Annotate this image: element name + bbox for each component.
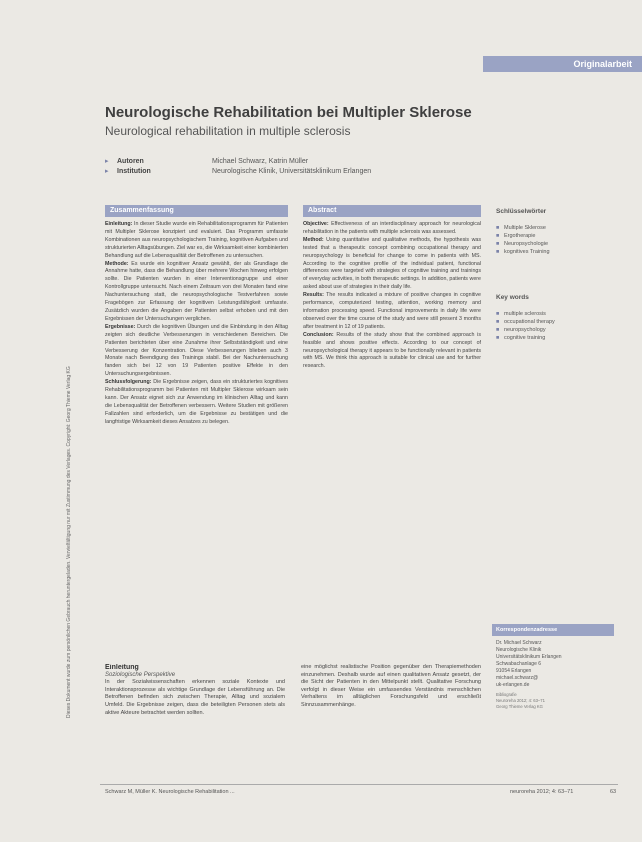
ab-label: Objective: [303,221,329,227]
article-subtitle: Neurological rehabilitation in multiple sclerosis [105,124,351,138]
bullet-icon: ■ [496,249,500,255]
article-meta [105,156,475,176]
zf-label: Methode: [105,260,129,267]
bullet-icon: ■ [496,241,500,247]
keyword-item [496,318,555,326]
intro-text: eine möglichst realistische Position gegenüber den Therapiemethoden einzunehmen. Deshalb wurde auf einen qualitativen Ansatz gesetzt, der die Sicht der Patienten in den Mittelpunkt stellt. Qualitative Forschung verfolgt in dieser Weise ein umfassendes Verständnis menschlichen Verhaltens im alltäglichen Forschungsfeld und erschließt Sinnzusammenhänge. [301,664,481,708]
bibliography [496,692,614,710]
institution-value: Neurologische Klinik, Universitätsklinikum Erlangen [212,167,372,175]
keyword-item [496,240,550,248]
institution-row [105,166,475,176]
keyword-text: Neuropsychologie [504,241,549,247]
keyword-text: Ergotherapie [504,233,536,239]
keyword-item [496,310,555,318]
keywords-en-list [496,310,555,342]
section-tag: Originalarbeit [483,56,642,72]
keyword-text: cognitive training [504,335,546,341]
zf-label: Einleitung: [105,221,133,227]
authors-value: Michael Schwarz, Katrin Müller [212,157,309,165]
address-line: Schwabachanlage 6 [496,661,542,667]
ab-text: Results of the study show that the combined approach is feasible and shows positive effects. According to our concept of neuropsychological therapy it appears to be functionally relevant in patients with MS. We think this approach is suitable for clinical use and for further research. [303,331,481,370]
bullet-icon: ■ [496,233,500,239]
page-number: 63 [610,789,617,795]
email-link[interactable]: uk-erlangen.de [496,682,530,688]
keyword-item [496,326,555,334]
ab-paragraph [303,332,481,372]
institution-label: Institution [117,167,151,175]
correspondence-address [496,640,614,710]
keyword-text: multiple sclerosis [504,311,546,317]
intro-column-1 [105,664,285,782]
ab-label: Method: [303,236,324,243]
bibliography-line: Georg Thieme Verlag KG [496,704,543,709]
intro-subheading: Soziologische Perspektive [105,671,176,678]
zf-paragraph [105,221,288,261]
ab-text: Using quantitative and qualitative methods, the hypothesis was tested that a therapeutic concept combining occupational therapy and neuropsychology is beneficial for change to come in patients with MS. According to the cognitive profile of the individual patient, functional differences were targeted with strategies of cognitive training and trainings of everyday activities, in both therapeutic settings. In addition, patients were asked about use of strategies in their daily life. [303,236,481,291]
bullet-icon: ■ [496,319,500,325]
authors-row [105,156,475,166]
footer-divider [100,784,618,785]
ab-text: The results indicated a mixture of positive changes in cognitive performance, computerized testing, attention, working memory and information processing speed. Functional improvements in daily life were observed over the time course of the study and were still present 3 months after treatment in 12 of 19 patients. [303,292,481,330]
ab-text: Effectiveness of an interdisciplinary approach for neurological rehabilitation in the patients with multiple sclerosis was assessed. [303,221,481,235]
bullet-icon: ■ [496,225,500,231]
zf-paragraph [105,324,288,379]
footer-citation: Schwarz M, Müller K. Neurologische Rehabilitation ... [105,789,235,795]
ab-label: Results: [303,292,324,299]
zf-label: Ergebnisse: [105,323,136,330]
keyword-item [496,224,550,232]
zf-text: Die Ergebnisse zeigen, dass ein strukturiertes kognitives Rehabilitationsprogramm bei Patienten mit Multipler Sklerose wirksam sein kann. Der Ansatz eignet sich zur Anwendung im klinischen Alltag und kann die Lebensqualität der Betroffenen verbessern. Weitere Studien mit größeren Fallzahlen sind erforderlich, um die Ergebnisse zu bestätigen und die langfristige Wirksamkeit dieses Ansatzes zu belegen. [105,379,288,425]
bibliography-line: Bibliografie [496,692,517,697]
footer-journal: neuroreha 2012; 4: 63–71 [510,789,574,795]
address-line: Neurologische Klinik [496,647,542,653]
ab-label: Conclusion: [303,331,334,338]
address-line: Universitätsklinikum Erlangen [496,654,562,660]
address-line: Dr. Michael Schwarz [496,640,542,646]
intro-heading: Einleitung [105,664,139,671]
keywords-en-heading: Key words [496,294,529,301]
zusammenfassung-text [105,221,288,646]
bullet-icon: ■ [496,335,500,341]
zf-text: Durch die kognitiven Übungen und die Einbindung in den Alltag zeigten sich deutliche Verbesserungen in verschiedenen Bereichen. Die Patienten berichteten über eine Zunahme ihrer Selbstständigkeit und eine Verbesserung der Konzentration. Diese Verbesserungen blieben auch 3 Monate nach Beendigung des Trainings stabil. Bei der Nachuntersuchung fanden sich bei 12 von 19 Patienten positive Effekte in den Untersuchungsergebnissen. [105,323,288,378]
keyword-text: kognitives Training [504,249,550,255]
intro-column-2 [301,664,481,782]
keyword-text: occupational therapy [504,319,555,325]
bullet-icon: ▸ [105,158,109,165]
zf-paragraph [105,261,288,324]
zusammenfassung-heading: Zusammenfassung [105,205,288,217]
ab-paragraph [303,237,481,292]
bibliography-line: Neuroreha 2012; 4: 63–71 [496,698,545,703]
keywords-de-heading: Schlüsselwörter [496,208,547,215]
ab-paragraph [303,221,481,237]
zf-paragraph [105,379,288,426]
address-line: 91054 Erlangen [496,668,532,674]
keyword-item [496,232,550,240]
keyword-item [496,248,550,256]
copyright-side-text: Dieses Dokument wurde zum persönlichen Gebrauch heruntergeladen. Vervielfältigung nur mit Zustimmung des Verlages. Copyright: Georg Thieme Verlag KG [66,366,72,718]
abstract-text [303,221,481,543]
keyword-text: Multiple Sklerose [504,225,546,231]
authors-label: Autoren [117,157,144,165]
bullet-icon: ■ [496,327,500,333]
intro-text: In der Sozialwissenschaften erkennen soziale Kontexte und Interaktionsprozesse als wichtige Grundlage der Lebensführung an. Die Betroffenen befinden sich zwischen Therapie, Alltag und sozialem Umfeld. Die Ergebnisse zeigen, dass die beteiligten Personen stets als aktive Akteure betrachtet werden sollten. [105,679,285,716]
article-title: Neurologische Rehabilitation bei Multipler Sklerose [105,104,472,121]
ab-paragraph [303,292,481,332]
abstract-heading: Abstract [303,205,481,217]
zf-text: In dieser Studie wurde ein Rehabilitationsprogramm für Patienten mit Multipler Sklerose konzipiert und evaluiert. Das Programm umfasste Kombinationen aus neuropsychologischem Training, kognitiven Aufgaben und strukturierten Alltagsübungen. Ziel war es, die Wirksamkeit einer kombinierten Behandlung auf die Lebensqualität der Betroffenen zu untersuchen. [105,221,288,259]
zf-text: Es wurde ein kognitiver Ansatz gewählt, der als Grundlage die Annahme hatte, dass die Behandlung über mehrere Wochen hinweg erfolgen sollte. Die Patienten wurden in einer Interventionsgruppe und einer Kontrollgruppe untersucht. Nach einem Zeitraum von drei Monaten fand eine Nachuntersuchung statt, die neuropsychologische Testverfahren sowie Fragebögen zur Erfassung der kognitiven Leistungsfähigkeit umfasste. Zusätzlich wurden die Angaben der Patienten selbst erhoben und mit den Ergebnissen der Untersuchungen verglichen. [105,260,288,322]
correspondence-heading: Korrespondenzadresse [492,624,614,636]
keyword-text: neuropsychology [504,327,546,333]
email-link[interactable]: michael.schwarz@ [496,675,539,681]
bullet-icon: ■ [496,311,500,317]
keyword-item [496,334,555,342]
zf-label: Schlussfolgerung: [105,379,152,386]
bullet-icon: ▸ [105,168,109,175]
keywords-de-list [496,224,550,256]
